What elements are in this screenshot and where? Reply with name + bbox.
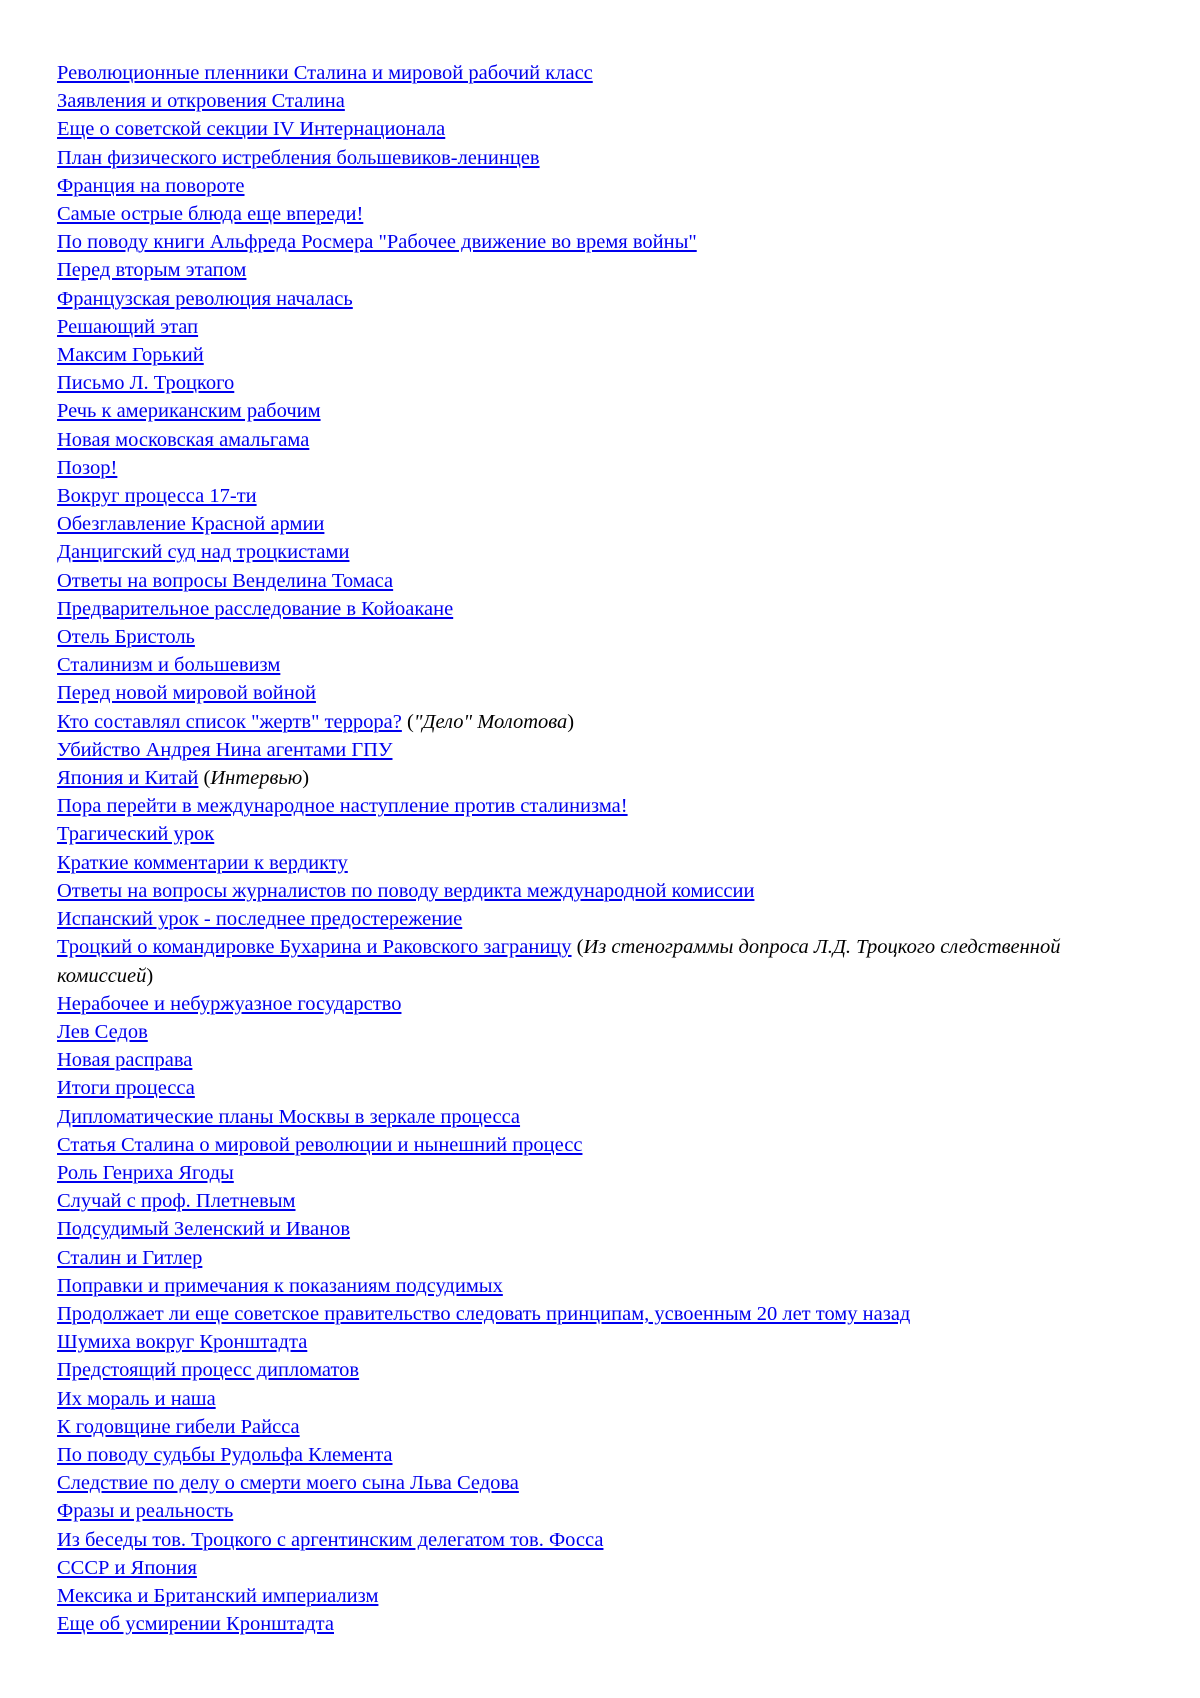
- article-link[interactable]: Еще об усмирении Кронштадта: [57, 1613, 334, 1636]
- article-list-item: [57, 849, 1157, 877]
- article-list-item: [57, 736, 1157, 764]
- article-list-item: [57, 397, 1157, 425]
- article-link[interactable]: Кто составлял список "жертв" террора?: [57, 710, 402, 733]
- article-list-item: [57, 369, 1157, 397]
- article-list-item: [57, 1103, 1157, 1131]
- article-list-item: [57, 1328, 1157, 1356]
- article-list-item: [57, 1300, 1157, 1328]
- article-list-item: [57, 285, 1157, 313]
- article-list-item: [57, 87, 1157, 115]
- article-link[interactable]: Предварительное расследование в Койоакане: [57, 597, 454, 620]
- article-list-item: [57, 764, 1157, 792]
- article-list-item: [57, 708, 1157, 736]
- article-list-item: [57, 933, 1157, 989]
- article-note-text: "Дело" Молотова: [413, 710, 568, 733]
- article-link[interactable]: Нерабочее и небуржуазное государство: [57, 992, 402, 1015]
- article-link[interactable]: Перед новой мировой войной: [57, 682, 316, 705]
- article-link[interactable]: Лев Седов: [57, 1020, 148, 1043]
- article-link[interactable]: Следствие по делу о смерти моего сына Льва Седова: [57, 1472, 519, 1495]
- article-link[interactable]: Мексика и Британский империализм: [57, 1584, 379, 1607]
- article-list-item: [57, 144, 1157, 172]
- article-list-item: [57, 482, 1157, 510]
- article-list-item: [57, 256, 1157, 284]
- article-link[interactable]: Статья Сталина о мировой революции и нынешний процесс: [57, 1133, 583, 1156]
- article-link[interactable]: Роль Генриха Ягоды: [57, 1161, 234, 1184]
- article-link[interactable]: Отель Бристоль: [57, 626, 195, 649]
- article-list-item: [57, 538, 1157, 566]
- article-note: ("Дело" Молотова): [401, 710, 575, 733]
- article-list-item: [57, 200, 1157, 228]
- article-list-item: [57, 1018, 1157, 1046]
- article-link[interactable]: Поправки и примечания к показаниям подсудимых: [57, 1274, 503, 1297]
- article-note: (Из стенограммы допроса Л.Д. Троцкого следственной комиссией): [57, 936, 1061, 987]
- article-link[interactable]: Революционные пленники Сталина и мировой рабочий класс: [57, 62, 593, 84]
- article-link[interactable]: По поводу книги Альфреда Росмера "Рабочее движение во время войны": [57, 231, 697, 254]
- article-list-item: [57, 1385, 1157, 1413]
- article-list-item: [57, 792, 1157, 820]
- article-list-item: [57, 990, 1157, 1018]
- article-link[interactable]: Шумиха вокруг Кронштадта: [57, 1331, 308, 1354]
- article-list-item: [57, 1215, 1157, 1243]
- article-link[interactable]: Предстоящий процесс дипломатов: [57, 1359, 360, 1382]
- article-link[interactable]: Троцкий о командировке Бухарина и Раковского заграницу: [57, 936, 572, 959]
- article-list-item: [57, 1554, 1157, 1582]
- article-link[interactable]: Сталин и Гитлер: [57, 1246, 203, 1269]
- article-link-list: [57, 59, 1157, 1638]
- article-list-item: [57, 59, 1157, 87]
- article-list-item: [57, 567, 1157, 595]
- article-link[interactable]: Сталинизм и большевизм: [57, 654, 281, 677]
- article-link[interactable]: СССР и Япония: [57, 1556, 197, 1579]
- article-link[interactable]: Подсудимый Зеленский и Иванов: [57, 1218, 351, 1241]
- article-link[interactable]: Обезглавление Красной армии: [57, 513, 325, 536]
- article-list-item: [57, 679, 1157, 707]
- article-link[interactable]: Ответы на вопросы Венделина Томаса: [57, 569, 394, 592]
- article-link[interactable]: Решающий этап: [57, 315, 199, 338]
- article-link[interactable]: Заявления и откровения Сталина: [57, 90, 345, 113]
- article-list-item: [57, 341, 1157, 369]
- article-link[interactable]: Письмо Л. Троцкого: [57, 372, 235, 395]
- article-link[interactable]: Данцигский суд над троцкистами: [57, 541, 350, 564]
- article-list-item: [57, 1441, 1157, 1469]
- article-list-item: [57, 905, 1157, 933]
- article-list-item: [57, 1610, 1157, 1638]
- article-list-item: [57, 313, 1157, 341]
- article-list-item: [57, 1131, 1157, 1159]
- article-link[interactable]: Ответы на вопросы журналистов по поводу вердикта международной комиссии: [57, 879, 755, 902]
- article-link[interactable]: Еще о советской секции IV Интернационала: [57, 118, 446, 141]
- article-link[interactable]: Пора перейти в международное наступление против сталинизма!: [57, 795, 628, 818]
- article-list-item: [57, 820, 1157, 848]
- article-list-item: [57, 1356, 1157, 1384]
- article-link[interactable]: Дипломатические планы Москвы в зеркале процесса: [57, 1105, 521, 1128]
- article-link[interactable]: Перед вторым этапом: [57, 259, 247, 282]
- article-note-text: Из стенограммы допроса Л.Д. Троцкого следственной комиссией: [57, 936, 1061, 987]
- article-link[interactable]: Самые острые блюда еще впереди!: [57, 203, 364, 226]
- article-list-item: [57, 1413, 1157, 1441]
- article-list-item: [57, 1046, 1157, 1074]
- article-link[interactable]: Краткие комментарии к вердикту: [57, 851, 348, 874]
- article-link[interactable]: Новая расправа: [57, 1049, 193, 1072]
- article-note-text: Интервью: [210, 767, 303, 790]
- article-link[interactable]: Новая московская амальгама: [57, 428, 310, 451]
- article-list-item: [57, 595, 1157, 623]
- article-list-item: [57, 651, 1157, 679]
- article-link[interactable]: Трагический урок: [57, 823, 215, 846]
- article-list-item: [57, 1582, 1157, 1610]
- article-list-item: [57, 510, 1157, 538]
- article-link[interactable]: Убийство Андрея Нина агентами ГПУ: [57, 738, 393, 761]
- article-link[interactable]: План физического истребления большевиков-ленинцев: [57, 146, 540, 169]
- article-link[interactable]: Их мораль и наша: [57, 1387, 216, 1410]
- article-list-item: [57, 623, 1157, 651]
- article-list-item: [57, 1187, 1157, 1215]
- article-list-item: [57, 1497, 1157, 1525]
- article-link[interactable]: Продолжает ли еще советское правительство следовать принципам, усвоенным 20 лет тому назад: [57, 1302, 911, 1325]
- article-list-item: [57, 1244, 1157, 1272]
- article-link[interactable]: Япония и Китай: [57, 767, 199, 790]
- article-link[interactable]: Случай с проф. Плетневым: [57, 1190, 296, 1213]
- article-list-item: [57, 1526, 1157, 1554]
- article-link[interactable]: По поводу судьбы Рудольфа Клемента: [57, 1443, 393, 1466]
- article-link[interactable]: Позор!: [57, 456, 118, 479]
- article-link[interactable]: Из беседы тов. Троцкого с аргентинским делегатом тов. Фосса: [57, 1528, 604, 1551]
- article-link[interactable]: Франция на повороте: [57, 174, 245, 197]
- article-list-item: [57, 228, 1157, 256]
- article-link[interactable]: Фразы и реальность: [57, 1500, 234, 1523]
- article-list-item: [57, 1159, 1157, 1187]
- article-list-item: [57, 454, 1157, 482]
- article-list-item: [57, 877, 1157, 905]
- article-list-item: [57, 1074, 1157, 1102]
- article-list-item: [57, 1272, 1157, 1300]
- article-note: (Интервью): [198, 767, 310, 790]
- article-list-item: [57, 1469, 1157, 1497]
- article-link[interactable]: Итоги процесса: [57, 1077, 195, 1100]
- article-link[interactable]: Максим Горький: [57, 344, 204, 367]
- article-link[interactable]: К годовщине гибели Райсса: [57, 1415, 300, 1438]
- article-list-item: [57, 115, 1157, 143]
- article-link[interactable]: Испанский урок - последнее предостережение: [57, 908, 463, 931]
- article-list-item: [57, 172, 1157, 200]
- article-link[interactable]: Вокруг процесса 17-ти: [57, 485, 257, 508]
- article-link[interactable]: Речь к американским рабочим: [57, 400, 321, 423]
- article-link[interactable]: Французская революция началась: [57, 287, 353, 310]
- article-list-item: [57, 426, 1157, 454]
